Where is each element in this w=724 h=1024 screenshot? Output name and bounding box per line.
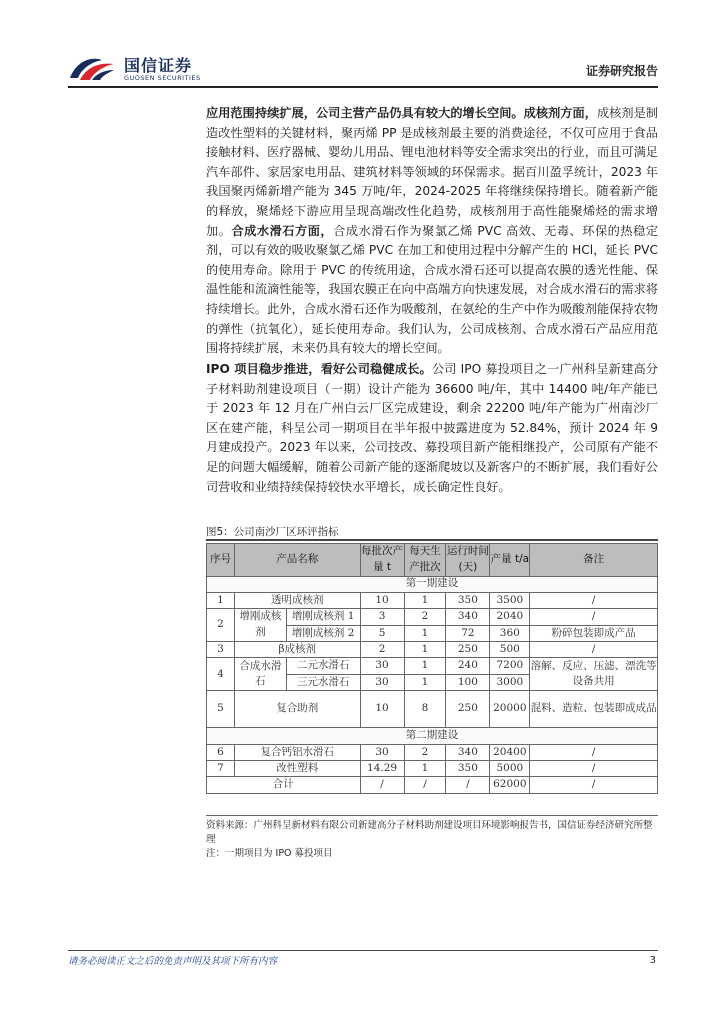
cell-note: / bbox=[530, 592, 658, 608]
cell-batches: 1 bbox=[404, 642, 446, 658]
cell-output: 7200 bbox=[490, 658, 530, 674]
paragraph-heading: IPO 项目稳步推进，看好公司稳健成长。 bbox=[206, 362, 432, 376]
footer-divider bbox=[68, 950, 658, 951]
cell-output: 5000 bbox=[490, 761, 530, 777]
cell-product-group: 合成水滑石 bbox=[234, 658, 286, 691]
cell-output: 3000 bbox=[490, 674, 530, 690]
cell-days: 240 bbox=[446, 658, 490, 674]
header-note: 备注 bbox=[530, 544, 658, 577]
disclaimer-text: 请务必阅读正文之后的免责声明及其项下所有内容 bbox=[68, 956, 278, 967]
table-row bbox=[207, 744, 658, 760]
table-source bbox=[206, 819, 658, 861]
cell-note: / bbox=[530, 642, 658, 658]
cell-product: 增刚成核剂 2 bbox=[286, 625, 360, 641]
source-divider bbox=[206, 815, 658, 816]
cell-days: 250 bbox=[446, 691, 490, 728]
paragraph-ipo-project bbox=[206, 360, 658, 497]
cell-product-group: 增刚成核剂 bbox=[234, 609, 286, 642]
cell-total-label: 合计 bbox=[207, 777, 361, 793]
cell-note: 溶解、反应、压滤、漂洗等设备共用 bbox=[530, 658, 658, 691]
cell-output: 2040 bbox=[490, 609, 530, 625]
cell-batches: 1 bbox=[404, 658, 446, 674]
header-run-days: 运行时间(天) bbox=[446, 544, 490, 577]
cell-per-batch: 10 bbox=[360, 592, 404, 608]
cell-product: 增刚成核剂 1 bbox=[286, 609, 360, 625]
paragraph-text: 合成水滑石作为聚氯乙烯 PVC 高效、无毒、环保的热稳定剂，可以有效的吸收聚氯乙烯 PVC 在加工和使用过程中分解产生的 HCl，延长 PVC 的使用寿命。除用于 PVC 的传统用途，合成水滑石还可以提高农膜的透光性能、保温性能和流滴性能等，我国农膜正在向中高端方向快速发展，对合成水滑石的需求将持续增长。此外，合成水滑石还作为吸酸剂，在氨纶的生产中作为吸酸剂能保持农物的弹性（抗氧化），延长使用寿命。我们认为，公司成核剂、合成水滑石产品应用范围将持续扩展，未来仍具有较大的增长空间。 bbox=[206, 223, 659, 356]
table-note: 注：一期项目为 IPO 募投项目 bbox=[206, 848, 333, 859]
cell-per-batch: 10 bbox=[360, 691, 404, 728]
cell-per-batch: 30 bbox=[360, 658, 404, 674]
page-header bbox=[68, 44, 658, 84]
cell-per-batch: 30 bbox=[360, 674, 404, 690]
cell-seq: 7 bbox=[207, 761, 235, 777]
header-batches-per-day: 每天生产批次 bbox=[404, 544, 446, 577]
cell-output: 20400 bbox=[490, 744, 530, 760]
cell-product: 二元水滑石 bbox=[286, 658, 360, 674]
cell-note: / bbox=[530, 744, 658, 760]
header-product: 产品名称 bbox=[234, 544, 360, 577]
header-per-batch: 每批次产量 t bbox=[360, 544, 404, 577]
header-seq: 序号 bbox=[207, 544, 235, 577]
cell-batches: 1 bbox=[404, 625, 446, 641]
cell-product: 透明成核剂 bbox=[234, 592, 360, 608]
cell-note: / bbox=[530, 761, 658, 777]
table-caption: 图5：公司南沙厂区环评指标 bbox=[206, 526, 339, 538]
paragraph-text: 成核剂是制造改性塑料的关键材料，聚丙烯 PP 是成核剂最主要的消费途径，不仅可应用于食品接触材料、医疗器械、婴幼儿用品、锂电池材料等安全需求突出的行业，而且可满足汽车部件、家居家电用品、建筑材料等领域的环保需求。据百川盈孚统计，2023 年我国聚丙烯新增产能为 345 万吨/年，2024-2025 年将继续保持增长。随着新产能的释放，聚烯烃下游应用呈现高端改性化趋势，成核剂用于高性能聚烯烃的需求增加。 bbox=[206, 106, 659, 238]
cell-days: 100 bbox=[446, 674, 490, 690]
paragraph-heading: 应用范围持续扩展，公司主营产品仍具有较大的增长空间。 bbox=[206, 106, 524, 120]
brand-name-en: GUOSEN SECURITIES bbox=[124, 74, 201, 82]
guosen-logo-icon bbox=[68, 54, 116, 82]
cell-seq: 1 bbox=[207, 592, 235, 608]
subheading-nucleating-agent: 成核剂方面， bbox=[523, 106, 597, 120]
cell-batches: / bbox=[404, 777, 446, 793]
cell-seq: 5 bbox=[207, 691, 235, 728]
table-row bbox=[207, 761, 658, 777]
table-header-row bbox=[207, 544, 658, 577]
table-row bbox=[207, 691, 658, 728]
cell-product: β成核剂 bbox=[234, 642, 360, 658]
cell-note: / bbox=[530, 609, 658, 625]
cell-output: 500 bbox=[490, 642, 530, 658]
phase-row bbox=[207, 728, 658, 744]
cell-product: 三元水滑石 bbox=[286, 674, 360, 690]
table-row bbox=[207, 609, 658, 625]
header-output: 产量 t/a bbox=[490, 544, 530, 577]
paragraph-application-scope bbox=[206, 104, 658, 359]
caption-divider bbox=[206, 539, 658, 541]
environmental-indicators-table bbox=[206, 543, 658, 794]
brand-name-cn: 国信证券 bbox=[124, 56, 193, 75]
table-total-row bbox=[207, 777, 658, 793]
guosen-logo bbox=[68, 52, 278, 84]
cell-output: 3500 bbox=[490, 592, 530, 608]
cell-per-batch: 2 bbox=[360, 642, 404, 658]
cell-per-batch: 14.29 bbox=[360, 761, 404, 777]
cell-per-batch: 3 bbox=[360, 609, 404, 625]
cell-output: 62000 bbox=[490, 777, 530, 793]
cell-seq: 6 bbox=[207, 744, 235, 760]
header-divider bbox=[68, 86, 658, 88]
cell-days: 350 bbox=[446, 761, 490, 777]
cell-per-batch: / bbox=[360, 777, 404, 793]
cell-batches: 1 bbox=[404, 592, 446, 608]
subheading-hydrotalcite: 合成水滑石方面， bbox=[231, 223, 334, 238]
table-row bbox=[207, 658, 658, 674]
cell-batches: 2 bbox=[404, 609, 446, 625]
report-type-label: 证券研究报告 bbox=[585, 64, 658, 78]
cell-output: 360 bbox=[490, 625, 530, 641]
cell-batches: 1 bbox=[404, 761, 446, 777]
cell-note: / bbox=[530, 777, 658, 793]
cell-days: 72 bbox=[446, 625, 490, 641]
cell-days: 340 bbox=[446, 609, 490, 625]
cell-output: 20000 bbox=[490, 691, 530, 728]
cell-days: 250 bbox=[446, 642, 490, 658]
paragraph-text: 公司 IPO 募投项目之一广州科呈新建高分子材料助剂建设项目（一期）设计产能为 36600 吨/年，其中 14400 吨/年产能已于 2023 年 12 月在广州白云厂区完成建设，剩余 22200 吨/年产能为广州南沙厂区在建产能，科呈公司一期项目在半年报中披露进度为 52.84%，预计 2024 年 9 月建成投产。2023 年以来，公司技改、募投项目新产能相继投产，公司原有产能不足的问题大幅缓解，随着公司新产能的逐渐爬坡以及新客户的不断扩展，我们看好公司营收和业绩持续保持较快水平增长，成长确定性良好。 bbox=[206, 362, 658, 494]
cell-note: 粉碎包装即成产品 bbox=[530, 625, 658, 641]
cell-note: 混料、造粒、包装即成成品 bbox=[530, 691, 658, 728]
source-text: 资料来源：广州科呈新材料有限公司新建高分子材料助剂建设项目环境影响报告书，国信证券经济研究所整理 bbox=[206, 820, 653, 845]
cell-product: 改性塑料 bbox=[234, 761, 360, 777]
cell-seq: 3 bbox=[207, 642, 235, 658]
cell-seq: 2 bbox=[207, 609, 235, 642]
phase-label: 第一期建设 bbox=[207, 576, 658, 592]
phase-label: 第二期建设 bbox=[207, 728, 658, 744]
cell-batches: 2 bbox=[404, 744, 446, 760]
page-number: 3 bbox=[649, 955, 656, 966]
cell-seq: 4 bbox=[207, 658, 235, 691]
cell-days: 350 bbox=[446, 592, 490, 608]
cell-per-batch: 30 bbox=[360, 744, 404, 760]
cell-per-batch: 5 bbox=[360, 625, 404, 641]
cell-product: 复合助剂 bbox=[234, 691, 360, 728]
cell-days: / bbox=[446, 777, 490, 793]
cell-batches: 8 bbox=[404, 691, 446, 728]
cell-batches: 1 bbox=[404, 674, 446, 690]
cell-product: 复合钙铝水滑石 bbox=[234, 744, 360, 760]
table-row bbox=[207, 592, 658, 608]
table-row bbox=[207, 642, 658, 658]
cell-days: 340 bbox=[446, 744, 490, 760]
phase-row bbox=[207, 576, 658, 592]
